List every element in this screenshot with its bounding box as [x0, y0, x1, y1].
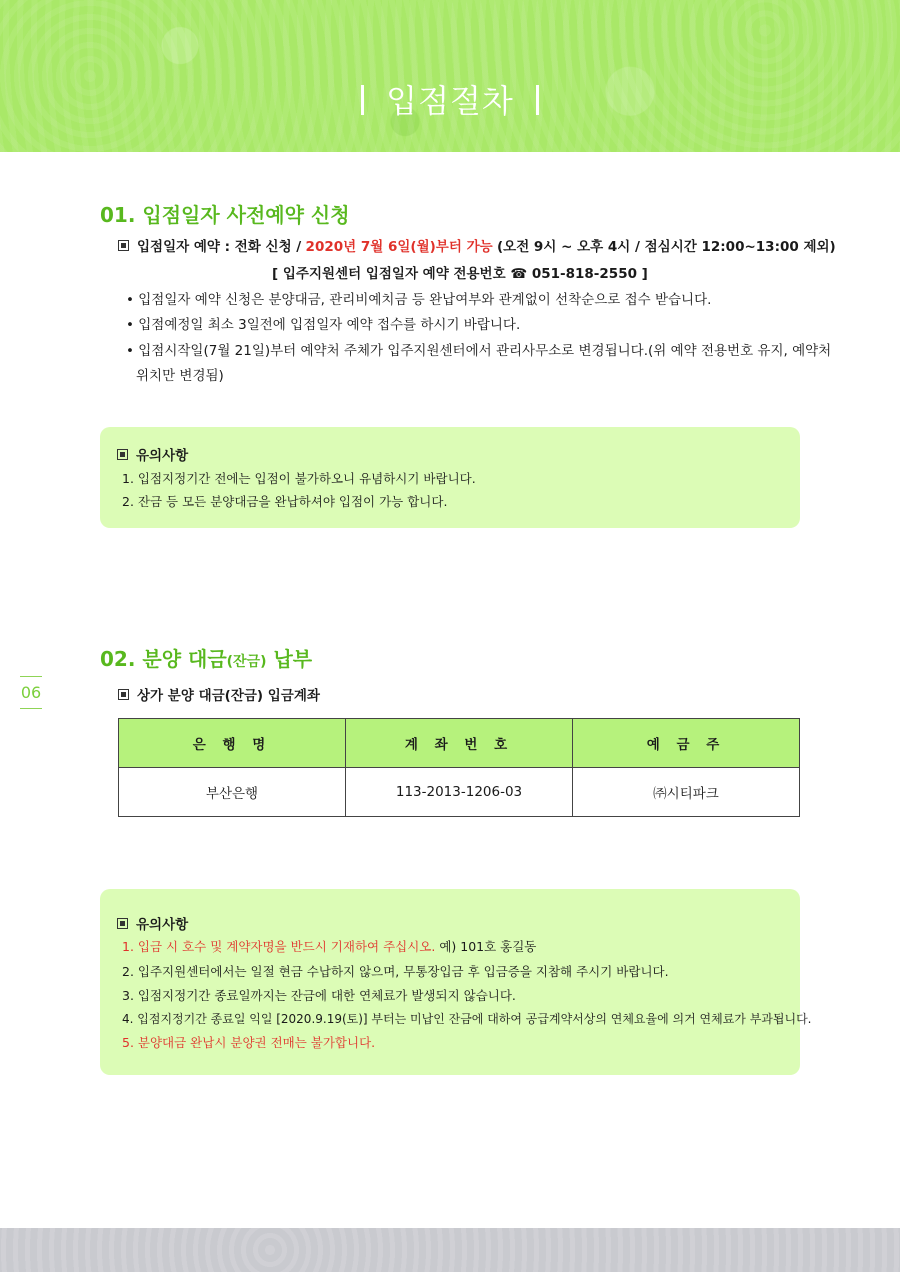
bank-name: 부산은행 [119, 768, 346, 817]
note-box-1 [100, 427, 800, 528]
list-item: • 입점일자 예약 신청은 분양대금, 관리비예치금 등 완납여부와 관계없이 선착순으로 접수 받습니다. [126, 292, 712, 308]
table-header-holder: 예 금 주 [573, 719, 800, 768]
account-holder: ㈜시티파크 [573, 768, 800, 817]
table-header-bank: 은 행 명 [119, 719, 346, 768]
page-number: 06 [20, 676, 42, 709]
reservation-date: 2020년 7월 6일(월)부터 가능 [305, 239, 493, 255]
page-title-text: 입점절차 [386, 82, 514, 120]
note-item: 2. 잔금 등 모든 분양대금을 완납하셔야 입점이 가능 합니다. [122, 494, 448, 509]
square-bullet-icon [118, 689, 129, 700]
note-item: 2. 입주지원센터에서는 일절 현금 수납하지 않으며, 무통장입금 후 입금증을 지참해 주시기 바랍니다. [122, 964, 669, 979]
note-item: 1. 입금 시 호수 및 계약자명을 반드시 기재하여 주십시오. 예) 101호 홍길동 [122, 939, 537, 954]
note-title: 유의사항 [117, 913, 188, 933]
page-number-rule-bottom [20, 708, 42, 709]
reservation-line [118, 235, 836, 255]
list-item-continuation: 위치만 변경됨) [136, 368, 224, 384]
list-item: • 입점시작일(7월 21일)부터 예약처 주체가 입주지원센터에서 관리사무소로 변경됩니다.(위 예약 전용번호 유지, 예약처 [126, 343, 832, 359]
square-bullet-icon [118, 240, 129, 251]
reservation-phone: [ 입주지원센터 입점일자 예약 전용번호 ☎ 051-818-2550 ] [272, 266, 648, 282]
account-number: 113-2013-1206-03 [346, 768, 573, 817]
note-box-2 [100, 889, 812, 1075]
header-banner [0, 0, 900, 152]
list-item: • 입점예정일 최소 3일전에 입점일자 예약 접수를 하시기 바랍니다. [126, 317, 521, 333]
note-item: 1. 입점지정기간 전에는 입점이 불가하오니 유념하시기 바랍니다. [122, 471, 476, 486]
reservation-hours: (오전 9시 ~ 오후 4시 / 점심시간 12:00~13:00 제외) [496, 239, 836, 255]
reservation-label: 입점일자 예약 : 전화 신청 / [137, 239, 302, 255]
footer-band [0, 1228, 900, 1272]
section2-title: 02. 분양 대금(잔금) 납부 [100, 647, 313, 671]
square-bullet-icon [117, 449, 128, 460]
account-subtitle: 상가 분양 대금(잔금) 입금계좌 [118, 684, 320, 704]
square-bullet-icon [117, 918, 128, 929]
note-item: 3. 입점지정기간 종료일까지는 잔금에 대한 연체료가 발생되지 않습니다. [122, 988, 516, 1003]
note-title: 유의사항 [117, 444, 188, 464]
table-header-account: 계 좌 번 호 [346, 719, 573, 768]
table-row [119, 768, 800, 817]
account-table [118, 718, 800, 817]
title-divider-right [536, 85, 539, 115]
section1-title: 01. 입점일자 사전예약 신청 [100, 203, 350, 227]
title-divider-left [361, 85, 364, 115]
page-title [0, 76, 900, 122]
note-item: 4. 입점지정기간 종료일 익일 [2020.9.19(토)] 부터는 미납인 잔금에 대하여 공급계약서상의 연체요율에 의거 연체료가 부과됩니다. [122, 1012, 812, 1026]
note-item: 5. 분양대금 완납시 분양권 전매는 불가합니다. [122, 1035, 376, 1050]
table-header-row [119, 719, 800, 768]
